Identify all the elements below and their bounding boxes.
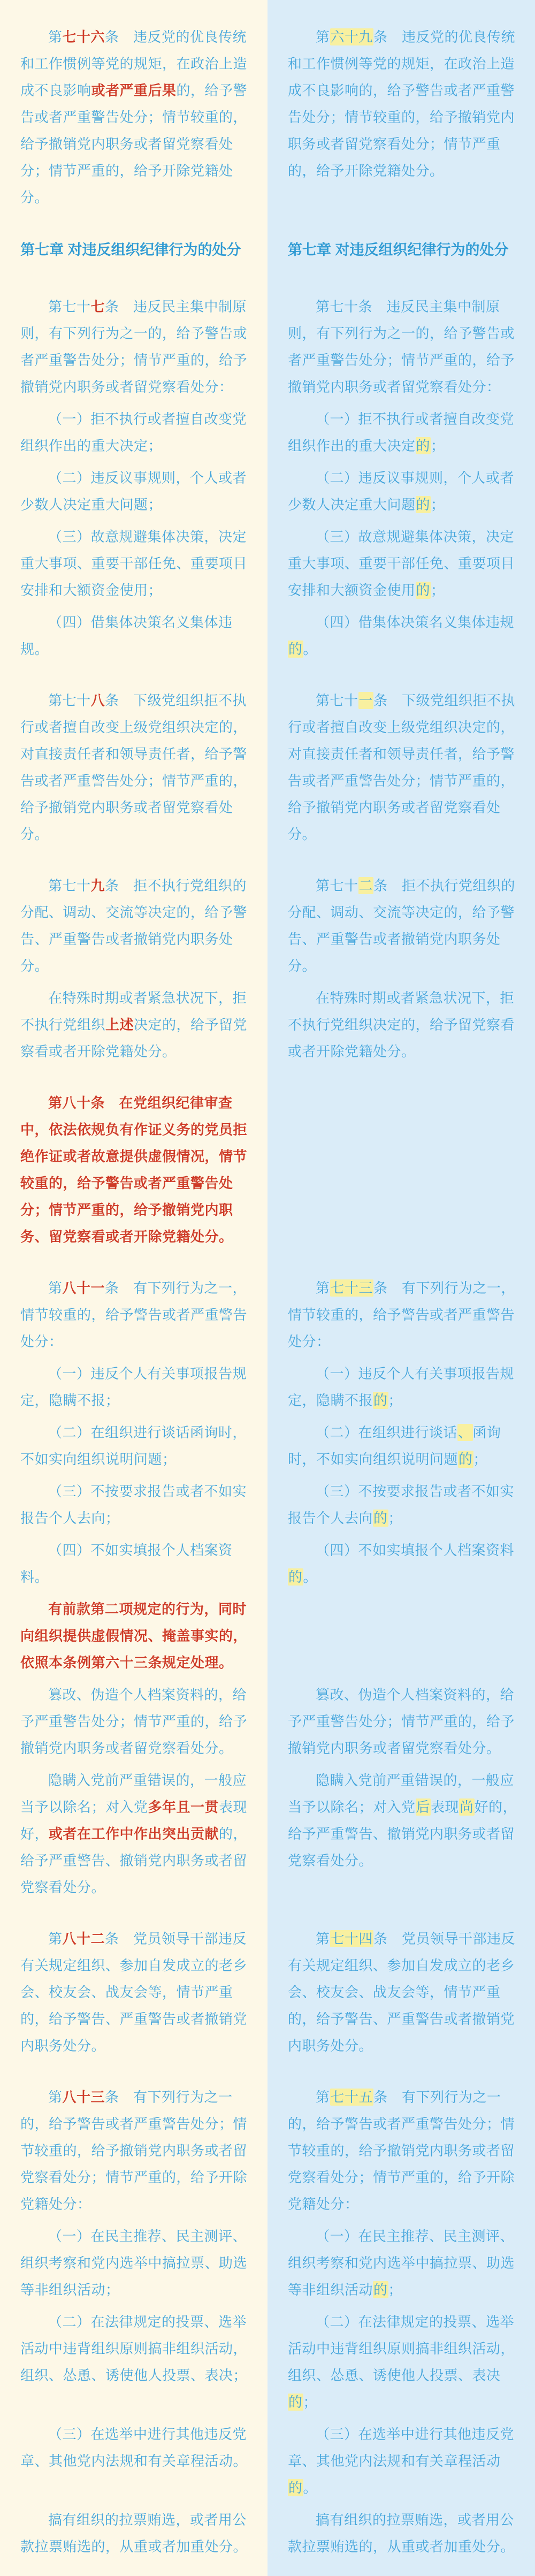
body-text: ； [431, 582, 445, 598]
paragraph [20, 1537, 258, 1590]
paragraph [288, 1275, 525, 1355]
body-text: （二）在组织进行谈话 [316, 1424, 458, 1441]
body-text: （一）在民主推荐、民主测评、组织考察和党内选举中搞拉票、助选等非组织活动 [288, 2228, 515, 2298]
body-text: 第 [48, 1280, 63, 1296]
paragraph [20, 985, 258, 1065]
paragraph [20, 1767, 258, 1901]
body-text: ； [431, 438, 445, 454]
article-cell-right-0 [268, 24, 535, 211]
body-text: 在特殊时期或者紧急状况下，拒不执行党组织 [20, 990, 247, 1033]
body-text: （三）在选举中进行其他违反党章、其他党内法规和有关章程活动。 [20, 2426, 248, 2469]
body-text: 隐瞒入党前严重错误的，一般应当予以除名；对入党 [288, 1772, 515, 1815]
paragraph [20, 2421, 258, 2474]
body-text: 条 下级党组织拒不执行或者擅自改变上级党组织决定的，对直接责任者和领导责任者，给予警告或者严重警告处分；情节严重的，给予撤销党内职务或者留党察看处分。 [20, 692, 248, 842]
body-text: 第 [48, 29, 63, 45]
body-text: （三）故意规避集体决策，决定重大事项、重要干部任免、重要项目安排和大额资金使用； [20, 529, 248, 598]
article-cell-left-6 [0, 609, 268, 662]
paragraph [20, 406, 258, 459]
article-cell-right-9 [268, 985, 535, 1065]
article-cell-left-2 [0, 293, 268, 400]
article-cell-right-22 [268, 2308, 535, 2415]
article-cell-left-12 [0, 1360, 268, 1414]
body-text: 第 [316, 1931, 330, 1947]
highlighted-changed-text: 后 [416, 1799, 431, 1815]
article-cell-right-14 [268, 1478, 535, 1531]
body-text: 在特殊时期或者紧急状况下，拒不执行党组织决定的，给予留党察看或者开除党籍处分。 [288, 990, 515, 1060]
highlighted-changed-text: 七十五 [330, 2089, 373, 2105]
article-cell-right-11 [268, 1275, 535, 1355]
body-text: 。 [303, 1569, 318, 1585]
chapter-heading-cell-left-1 [0, 237, 268, 263]
revision-added-text: 或者在工作中作出突出贡献 [49, 1826, 219, 1842]
paragraph [20, 523, 258, 604]
highlighted-changed-text: 的 [288, 1569, 303, 1585]
article-cell-left-15 [0, 1537, 268, 1590]
paragraph [20, 1360, 258, 1414]
body-text: 函询时，不如实向组织说明问题 [288, 1424, 501, 1467]
body-text: ； [473, 1451, 488, 1467]
highlighted-changed-text: 的 [373, 2282, 388, 2298]
highlighted-changed-text: 的 [416, 497, 431, 513]
body-text: （二）在组织进行谈话函询时，不如实向组织说明问题； [20, 1424, 247, 1467]
body-text: 。 [303, 641, 318, 657]
body-text: 条 违反党的优良传统和工作惯例等党的规矩，在政治上造成不良影响 [20, 29, 248, 98]
paragraph [288, 985, 525, 1065]
article-cell-left-8 [0, 872, 268, 979]
body-text: 表现好， [20, 1799, 248, 1842]
revision-added-text: 七 [90, 299, 105, 315]
highlighted-changed-text: 的 [288, 2394, 303, 2410]
body-text: 条 有下列行为之一，情节较重的，给予警告或者严重警告处分： [288, 1280, 516, 1350]
body-text: （一）拒不执行或者擅自改变党组织作出的重大决定 [288, 411, 515, 454]
body-text: 第七十 [48, 878, 91, 894]
revision-added-text: 多年且一贯 [148, 1799, 219, 1815]
revision-added-text: 九 [90, 878, 105, 894]
body-text: （四）借集体决策名义集体违规 [316, 614, 515, 630]
article-cell-left-0 [0, 24, 268, 211]
paragraph [288, 2421, 525, 2501]
body-text: 条 拒不执行党组织的分配、调动、交流等决定的，给予警告、严重警告或者撤销党内职务处分。 [20, 878, 248, 974]
article-cell-left-22 [0, 2308, 268, 2415]
article-cell-right-5 [268, 523, 535, 604]
highlighted-changed-text: 一 [358, 692, 373, 708]
article-cell-right-8 [268, 872, 535, 979]
paragraph [288, 1360, 525, 1414]
body-text: （二）在法律规定的投票、选举活动中违背组织原则搞非组织活动，组织、怂恿、诱使他人投票、表决； [20, 2314, 248, 2383]
article-cell-left-13 [0, 1419, 268, 1473]
paragraph [288, 2223, 525, 2303]
highlighted-changed-text: 的 [373, 1510, 388, 1526]
paragraph [288, 687, 525, 848]
highlighted-changed-text: 七十四 [330, 1931, 373, 1947]
body-text: （四）不如实填报个人档案资料 [316, 1542, 515, 1558]
paragraph [288, 2506, 525, 2560]
highlighted-changed-text: 六十九 [330, 29, 373, 45]
article-cell-right-21 [268, 2223, 535, 2303]
article-cell-left-4 [0, 464, 268, 518]
paragraph [20, 1419, 258, 1473]
body-text: （三）不按要求报告或者不如实报告个人去向 [288, 1483, 515, 1526]
body-text: ； [388, 1392, 403, 1408]
article-cell-left-21 [0, 2223, 268, 2303]
paragraph [288, 2084, 525, 2217]
body-text: 条 违反党的优良传统和工作惯例等党的规矩，在政治上造成不良影响的，给予警告或者严重警告处分；情节较重的，给予撤销党内职务或者留党察看处分；情节严重的，给予开除党籍处分。 [288, 29, 516, 179]
highlighted-changed-text: 二 [358, 878, 373, 894]
paragraph [20, 2308, 258, 2389]
paragraph [288, 609, 525, 662]
chapter-heading-text: 第七章 对违反组织纪律行为的处分 [20, 242, 241, 258]
paragraph [288, 523, 525, 604]
body-text: 决定的，给予留党察看或者开除党籍处分。 [20, 1017, 248, 1060]
article-cell-right-4 [268, 464, 535, 518]
paragraph [288, 1537, 525, 1590]
paragraph [20, 2506, 258, 2560]
revision-added-text: 八十三 [62, 2089, 105, 2105]
body-text: 条 党员领导干部违反有关规定组织、参加自发成立的老乡会、校友会、战友会等，情节严重的，给予警告、严重警告或者撤销党内职务处分。 [288, 1931, 516, 2054]
article-cell-right-12 [268, 1360, 535, 1414]
paragraph [288, 1478, 525, 1531]
paragraph [20, 1089, 258, 1250]
article-cell-right-3 [268, 406, 535, 459]
body-text: 第 [316, 2089, 330, 2105]
body-text: 条 有下列行为之一的，给予警告或者严重警告处分；情节较重的，给予撤销党内职务或者留党察看处分；情节严重的，给予开除党籍处分： [20, 2089, 248, 2212]
article-cell-left-20 [0, 2084, 268, 2217]
body-text: 搞有组织的拉票贿选，或者用公款拉票贿选的，从重或者加重处分。 [288, 2512, 515, 2555]
paragraph [20, 1478, 258, 1531]
body-text: 第七十 [316, 878, 358, 894]
article-cell-right-6 [268, 609, 535, 662]
article-cell-right-24 [268, 2506, 535, 2560]
paragraph [20, 1275, 258, 1355]
article-cell-left-17 [0, 1681, 268, 1762]
body-text: （三）在选举中进行其他违反党章、其他党内法规和有关章程活动 [288, 2426, 515, 2469]
revision-added-text: 上述 [105, 1017, 134, 1033]
body-text: 条 党员领导干部违反有关规定组织、参加自发成立的老乡会、校友会、战友会等，情节严重的，给予警告、严重警告或者撤销党内职务处分。 [20, 1931, 248, 2054]
revision-added-text: 有前款第二项规定的行为，同时向组织提供虚假情况、掩盖事实的，依照本条例第六十三条规定处理。 [20, 1601, 248, 1671]
body-text: （一）违反个人有关事项报告规定，隐瞒不报； [20, 1366, 247, 1408]
body-text: 第 [316, 1280, 330, 1296]
article-cell-right-18 [268, 1767, 535, 1901]
body-text: 第 [48, 1931, 63, 1947]
body-text: （一）拒不执行或者擅自改变党组织作出的重大决定； [20, 411, 247, 454]
body-text: 篡改、伪造个人档案资料的，给予严重警告处分；情节严重的，给予撤销党内职务或者留党察看处分。 [288, 1687, 515, 1756]
body-text: ； [303, 2394, 318, 2410]
body-text: 。 [303, 2480, 318, 2496]
body-text: 条 拒不执行党组织的分配、调动、交流等决定的，给予警告、严重警告或者撤销党内职务处分。 [288, 878, 516, 974]
body-text: 条 违反民主集中制原则，有下列行为之一的，给予警告或者严重警告处分；情节严重的，给予撤销党内职务或者留党察看处分： [20, 299, 248, 395]
highlighted-changed-text: 的 [288, 2480, 303, 2496]
article-cell-left-24 [0, 2506, 268, 2560]
paragraph [20, 2084, 258, 2217]
revision-added-text: 八 [90, 692, 105, 708]
body-text: 搞有组织的拉票贿选，或者用公款拉票贿选的，从重或者加重处分。 [20, 2512, 248, 2555]
revision-added-text: 七十六 [62, 29, 105, 45]
body-text: 第七十条 违反民主集中制原则，有下列行为之一的，给予警告或者严重警告处分；情节严重的，给予撤销党内职务或者留党察看处分： [288, 299, 515, 395]
body-text: 篡改、伪造个人档案资料的，给予严重警告处分；情节严重的，给予撤销党内职务或者留党察看处分。 [20, 1687, 248, 1756]
body-text: （二）违反议事规则，个人或者少数人决定重大问题 [288, 470, 515, 513]
paragraph [288, 1767, 525, 1874]
body-text: 第七十 [316, 692, 358, 708]
body-text: （三）故意规避集体决策，决定重大事项、重要干部任免、重要项目安排和大额资金使用 [288, 529, 515, 598]
article-cell-left-23 [0, 2421, 268, 2501]
body-text: （三）不按要求报告或者不如实报告个人去向； [20, 1483, 247, 1526]
body-text: （四）借集体决策名义集体违规。 [20, 614, 233, 657]
article-cell-left-10 [0, 1089, 268, 1250]
paragraph [20, 1925, 258, 2059]
body-text: （一）在民主推荐、民主测评、组织考察和党内选举中搞拉票、助选等非组织活动； [20, 2228, 248, 2298]
article-cell-left-11 [0, 1275, 268, 1355]
paragraph [20, 687, 258, 848]
body-text: 隐瞒入党前严重错误的，一般应当予以除名；对入党 [20, 1772, 247, 1815]
article-cell-left-7 [0, 687, 268, 848]
revision-added-text: 八十二 [62, 1931, 105, 1947]
article-cell-right-23 [268, 2421, 535, 2501]
paragraph [20, 1596, 258, 1676]
body-text: （四）不如实填报个人档案资料。 [20, 1542, 233, 1585]
paragraph [288, 2308, 525, 2415]
body-text: （二）在法律规定的投票、选举活动中违背组织原则搞非组织活动，组织、怂恿、诱使他人投票、表决 [288, 2314, 515, 2383]
body-text: 条 有下列行为之一的，给予警告或者严重警告处分；情节较重的，给予撤销党内职务或者留党察看处分；情节严重的，给予开除党籍处分： [288, 2089, 515, 2212]
paragraph [20, 464, 258, 518]
article-cell-left-14 [0, 1478, 268, 1531]
revision-added-text: 第八十条 在党组织纪律审查中，依法依规负有作证义务的党员拒绝作证或者故意提供虚假情况，情节较重的，给予警告或者严重警告处分；情节严重的，给予撤销党内职务、留党察看或者开除党籍处分。 [20, 1095, 248, 1245]
body-text: ； [388, 2282, 403, 2298]
body-text: 第 [316, 29, 330, 45]
revision-added-text: 或者严重后果 [91, 82, 177, 98]
highlighted-changed-text: 的 [416, 582, 431, 598]
body-text: 的，给予警告或者严重警告处分；情节较重的，给予撤销党内职务或者留党察看处分；情节严重的，给予开除党籍处分。 [20, 82, 248, 205]
paragraph [20, 24, 258, 211]
article-cell-left-5 [0, 523, 268, 604]
paragraph [288, 406, 525, 459]
paragraph [288, 1925, 525, 2059]
paragraph [288, 293, 525, 400]
article-cell-right-16 [268, 1596, 535, 1676]
body-text: （一）违反个人有关事项报告规定，隐瞒不报 [288, 1366, 515, 1408]
article-cell-right-13 [268, 1419, 535, 1473]
paragraph [20, 293, 258, 400]
article-cell-left-18 [0, 1767, 268, 1901]
body-text: 好的，给予严重警告、撤销党内职务或者留党察看处分。 [288, 1799, 517, 1869]
highlighted-changed-text: 的 [416, 438, 431, 454]
article-cell-left-16 [0, 1596, 268, 1676]
body-text: ； [431, 497, 445, 513]
highlighted-changed-text: 尚 [460, 1799, 474, 1815]
chapter-heading-text: 第七章 对违反组织纪律行为的处分 [288, 242, 509, 258]
paragraph [20, 1681, 258, 1762]
body-text: 的，给予严重警告、撤销党内职务或者留党察看处分。 [20, 1826, 248, 1895]
body-text: 条 有下列行为之一，情节较重的，给予警告或者严重警告处分： [20, 1280, 248, 1350]
highlighted-changed-text: 七十三 [330, 1280, 373, 1296]
paragraph [20, 2223, 258, 2303]
paragraph [288, 1419, 525, 1473]
highlighted-changed-text: 的 [288, 641, 303, 657]
article-cell-right-10 [268, 1089, 535, 1250]
article-cell-left-3 [0, 406, 268, 459]
highlighted-changed-text: 、 [458, 1424, 472, 1441]
paragraph [288, 1681, 525, 1762]
article-cell-right-17 [268, 1681, 535, 1762]
article-cell-right-7 [268, 687, 535, 848]
chapter-heading [288, 237, 525, 263]
chapter-heading [20, 237, 258, 263]
body-text: 第 [48, 2089, 63, 2105]
paragraph [288, 24, 525, 184]
body-text: ； [388, 1510, 403, 1526]
paragraph [288, 872, 525, 979]
highlighted-changed-text: 的 [458, 1451, 473, 1467]
chapter-heading-cell-right-1 [268, 237, 535, 263]
article-cell-right-20 [268, 2084, 535, 2217]
paragraph [20, 609, 258, 662]
article-cell-left-19 [0, 1925, 268, 2059]
article-cell-left-9 [0, 985, 268, 1065]
body-text: 表现 [431, 1799, 460, 1815]
body-text: 第七十 [48, 299, 91, 315]
revision-added-text: 八十一 [62, 1280, 105, 1296]
paragraph [20, 872, 258, 979]
body-text: 条 下级党组织拒不执行或者擅自改变上级党组织决定的，对直接责任者和领导责任者，给予警告或者严重警告处分；情节严重的，给予撤销党内职务或者留党察看处分。 [288, 692, 516, 842]
body-text: 第七十 [48, 692, 91, 708]
paragraph [288, 464, 525, 518]
article-cell-right-19 [268, 1925, 535, 2059]
article-cell-right-15 [268, 1537, 535, 1590]
highlighted-changed-text: 的 [373, 1392, 388, 1408]
body-text: （二）违反议事规则，个人或者少数人决定重大问题； [20, 470, 247, 513]
article-cell-right-2 [268, 293, 535, 400]
